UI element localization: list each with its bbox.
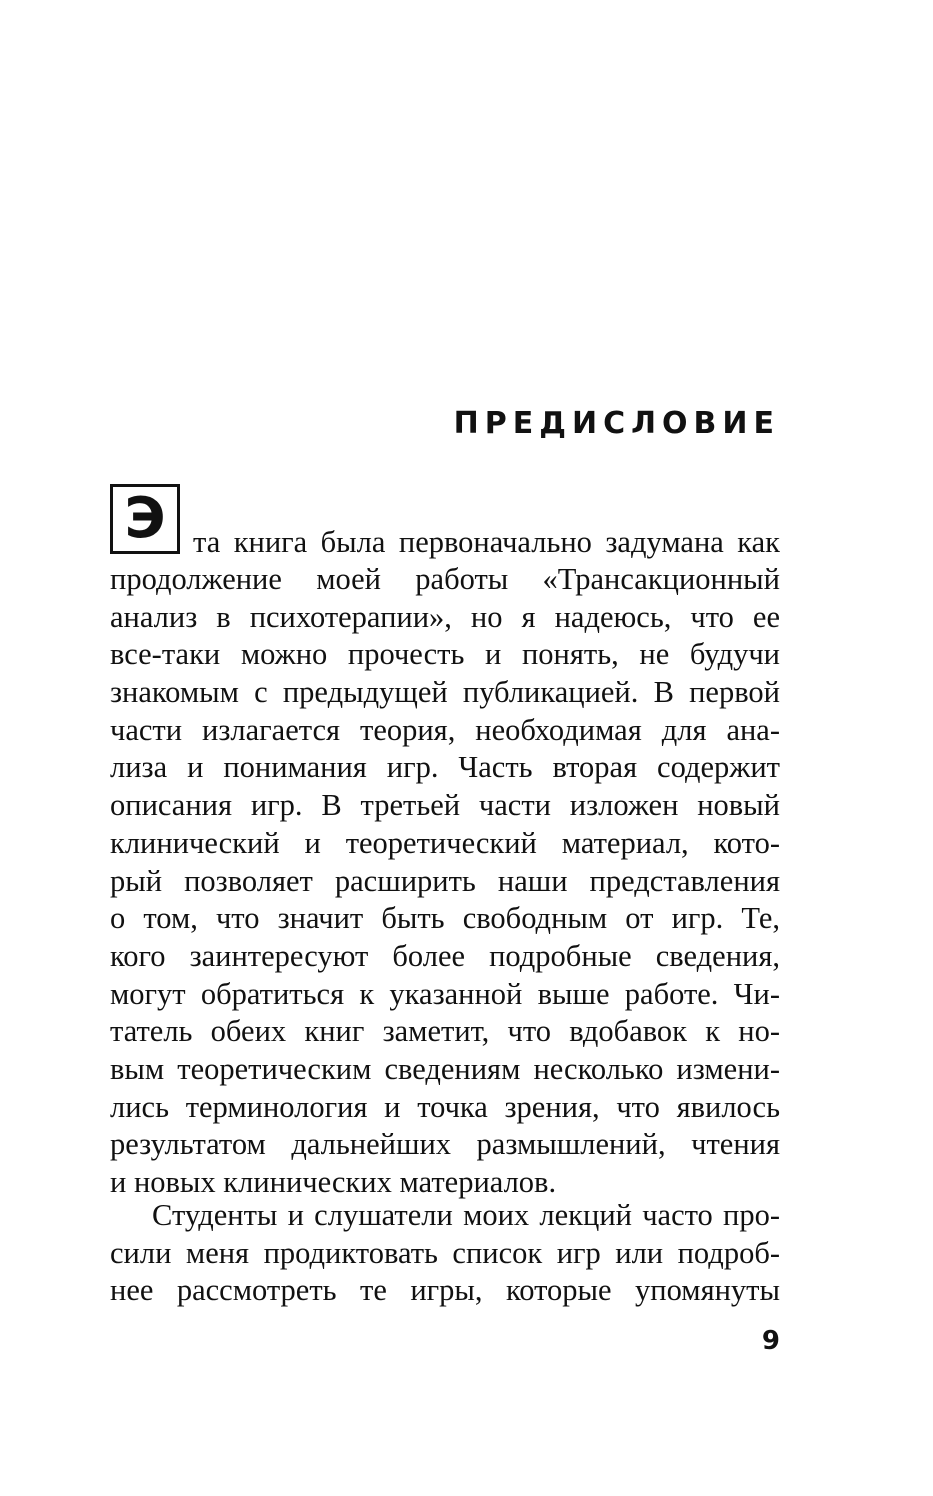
drop-cap-letter: Э	[124, 486, 166, 551]
text-line: и новых клинических материалов.	[110, 1165, 557, 1199]
text-line: описания игр. В третьей части изложен новый	[110, 788, 780, 823]
text-line: могут обратиться к указанной выше работе. Чи-	[110, 976, 780, 1011]
text-line: знакомым с предыдущей публикацией. В первой	[110, 675, 780, 710]
text-line: результатом дальнейших размышлений, чтения	[110, 1127, 780, 1162]
paragraph-1-first-line: та книга была первоначально задумана как	[193, 525, 780, 559]
text-line: сили меня продиктовать список игр или подроб-	[110, 1235, 780, 1270]
text-line: вым теоретическим сведениям несколько измени-	[110, 1051, 780, 1086]
paragraph-1	[110, 561, 780, 1202]
text-line: нее рассмотреть те игры, которые упомянуты	[110, 1273, 780, 1308]
text-line: продолжение моей работы «Трансакционный	[110, 562, 780, 596]
drop-cap	[110, 484, 180, 554]
text-line: рый позволяет расширить наши представления	[110, 863, 780, 898]
text-line: клинический и теоретический материал, кото-	[110, 825, 780, 860]
page-number: 9	[761, 1326, 780, 1356]
text-line: о том, что значит быть свободным от игр. Те,	[110, 901, 780, 936]
text-line: анализ в психотерапии», но я надеюсь, что ее	[110, 599, 780, 634]
text-line: лись терминология и точка зрения, что явилось	[110, 1089, 780, 1124]
text-line: части излагается теория, необходимая для ана-	[110, 712, 780, 747]
text-line: кого заинтересуют более подробные сведения,	[110, 938, 780, 973]
text-line: все-таки можно прочесть и понять, не будучи	[110, 637, 780, 672]
text-line: лиза и понимания игр. Часть вторая содержит	[110, 750, 780, 785]
text-line: татель обеих книг заметит, что вдобавок к но-	[110, 1014, 780, 1049]
text-line: Студенты и слушатели моих лекций часто про-	[152, 1198, 780, 1232]
chapter-heading: ПРЕДИСЛОВИЕ	[453, 406, 780, 441]
paragraph-2	[110, 1197, 780, 1310]
